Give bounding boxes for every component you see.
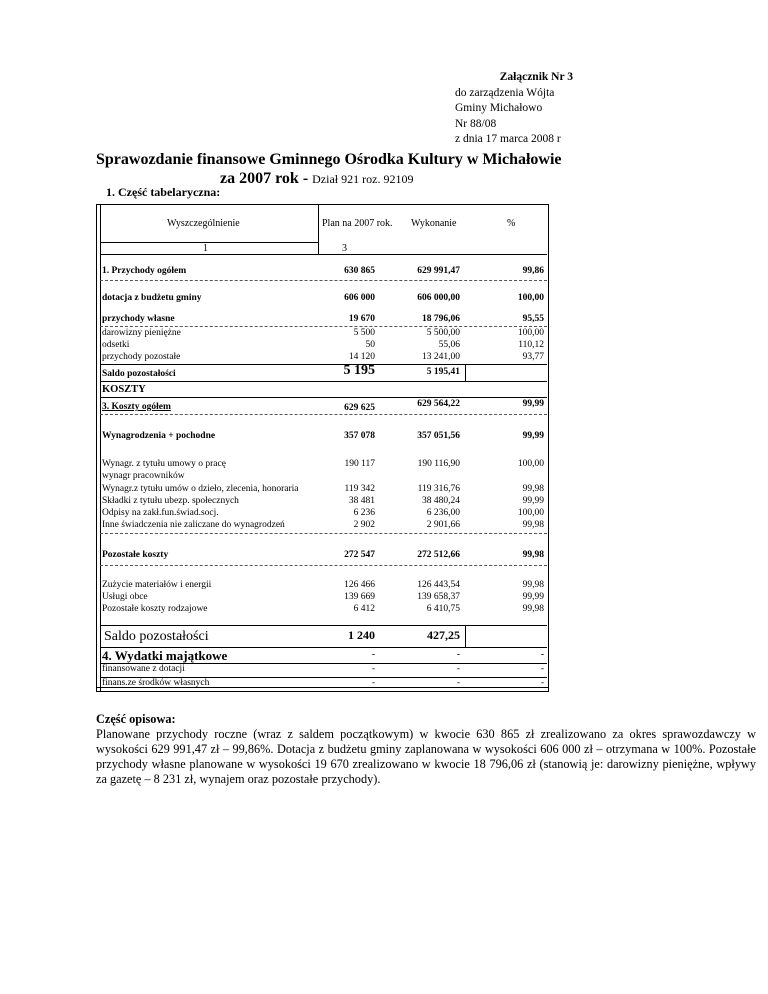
col-divider [465, 625, 466, 647]
header-plan: Plan na 2007 rok. [322, 218, 393, 229]
report-year: za 2007 rok - [220, 170, 309, 187]
row-capex-own-label: finans.ze środków własnych [102, 678, 210, 688]
row-social-label: Składki z tytułu ubezp. społecznych [102, 496, 239, 506]
row-balance2-label: Saldo pozostałości [104, 629, 209, 644]
row-separator [100, 397, 547, 398]
header-pct: % [507, 218, 516, 229]
row-other-ops-pct: 99,98 [522, 604, 544, 614]
row-capex-plan: - [371, 650, 375, 660]
row-other-income-plan: 14 120 [348, 352, 375, 362]
row-costs-total-exec: 629 564,22 [417, 399, 460, 409]
attachment-block [455, 70, 573, 148]
row-capex-grant-label: finansowane z dotacji [102, 664, 185, 674]
row-zfss-exec: 6 236,00 [426, 508, 460, 518]
row-other-costs-label: Pozostałe koszty [102, 550, 169, 560]
row-sal-emp-exec: 190 116,90 [417, 459, 460, 469]
row-balance1-plan: 5 195 [343, 363, 375, 378]
row-sal-contract-pct: 99,98 [522, 484, 544, 494]
row-balance2-exec: 427,25 [427, 628, 460, 642]
row-other-ops-plan: 6 412 [353, 604, 375, 614]
row-capex-pct: - [540, 650, 544, 660]
row-capex-label: 4. Wydatki majątkowe [102, 648, 228, 663]
attachment-title: Załącznik Nr 3 [499, 71, 573, 83]
row-other-ops-label: Pozostałe koszty rodzajowe [102, 604, 208, 614]
row-other-income-pct: 93,77 [522, 352, 544, 362]
row-salaries-exec: 357 051,56 [417, 431, 460, 441]
row-sal-emp-label2: wynagr pracowników [102, 471, 185, 481]
row-salaries-pct: 99,99 [522, 431, 544, 441]
row-other-costs-plan: 272 547 [344, 550, 375, 560]
row-own-income-label: przychody własne [102, 314, 175, 324]
header-col-divider [318, 204, 319, 254]
row-capex-own-pct: - [540, 678, 544, 688]
description-heading: Część opisowa: [96, 712, 176, 726]
row-donations-pct: 100,00 [517, 328, 544, 338]
header-bottom-line [100, 254, 547, 255]
section-table-heading: 1. Część tabelaryczna: [106, 185, 221, 199]
description-paragraph: Planowane przychody roczne (wraz z saldem początkowym) w kwocie 630 865 zł zrealizowano za okres sprawozdawczy w wysokości 629 991,47 zł – 99,86%. Dotacja z budżetu gminy zaplanowana w wysokości 606 000 zł – otrzymana w 100%. Pozostałe przychody własne planowane w wysokości 19 670 zrealizowano w kwocie 18 796,06 zł (stanowią je: darowizny pieniężne, wpływy za gazetę – 8 231 zł, wynajem oraz pozostałe przychody). [96, 727, 756, 786]
row-grant-pct: 100,00 [517, 293, 544, 303]
row-zfss-label: Odpisy na zakł.fun.świad.socj. [102, 508, 219, 518]
row-balance1-exec: 5 195,41 [426, 367, 460, 377]
row-services-pct: 99,99 [522, 592, 544, 602]
row-other-costs-pct: 99,98 [522, 550, 544, 560]
row-income-total-exec: 629 991,47 [417, 266, 460, 276]
report-title-line1: Sprawozdanie finansowe Gminnego Ośrodka Kultury w Michałowie [96, 151, 562, 168]
row-materials-pct: 99,98 [522, 580, 544, 590]
row-separator [100, 414, 547, 415]
row-materials-exec: 126 443,54 [417, 580, 460, 590]
row-own-income-plan: 19 670 [348, 314, 375, 324]
row-other-benefits-pct: 99,98 [522, 520, 544, 530]
row-services-exec: 139 658,37 [417, 592, 460, 602]
row-sal-emp-pct: 100,00 [517, 459, 544, 469]
row-separator [100, 326, 547, 327]
row-costs-total-plan: 629 625 [344, 403, 375, 413]
description-block [96, 712, 756, 787]
row-own-income-exec: 18 796,06 [422, 314, 460, 324]
row-donations-label: darowizny pieniężne [102, 328, 181, 338]
row-social-exec: 38 480,24 [422, 496, 460, 506]
row-separator [100, 280, 547, 281]
row-sal-contract-label: Wynagr.z tytułu umów o dzieło, zlecenia, honoraria [102, 484, 299, 494]
header-exec: Wykonanie [411, 218, 457, 229]
row-capex-own-exec: - [456, 678, 460, 688]
row-separator [100, 381, 547, 382]
row-own-income-pct: 95,55 [522, 314, 544, 324]
row-income-total-plan: 630 865 [344, 266, 375, 276]
row-balance2-plan: 1 240 [348, 628, 375, 642]
row-other-benefits-label: Inne świadczenia nie zaliczane do wynagrodzeń [102, 520, 285, 530]
row-capex-grant-exec: - [456, 664, 460, 674]
attachment-line: do zarządzenia Wójta [455, 86, 555, 99]
attachment-line: Nr 88/08 [455, 117, 497, 130]
row-grant-exec: 606 000,00 [417, 293, 460, 303]
row-other-benefits-exec: 2 901,66 [426, 520, 460, 530]
row-salaries-label: Wynagrodzenia + pochodne [102, 431, 216, 441]
costs-heading: KOSZTY [102, 384, 146, 395]
row-materials-plan: 126 466 [344, 580, 375, 590]
row-grant-plan: 606 000 [344, 293, 375, 303]
row-capex-own-plan: - [371, 678, 375, 688]
row-grant-label: dotacja z budżetu gminy [102, 293, 202, 303]
row-costs-total-pct: 99,99 [522, 399, 544, 409]
row-interest-label: odsetki [102, 340, 130, 350]
frame-inner-left [100, 205, 101, 691]
col-divider [465, 364, 466, 381]
row-materials-label: Zużycie materiałów i energii [102, 580, 212, 590]
row-services-plan: 139 669 [344, 592, 375, 602]
row-interest-plan: 50 [365, 340, 375, 350]
row-sal-emp-label1: Wynagr. z tytułu umowy o pracę [102, 459, 226, 469]
row-zfss-plan: 6 236 [353, 508, 375, 518]
row-sal-emp-plan: 190 117 [344, 459, 375, 469]
row-separator [100, 565, 547, 566]
row-capex-grant-plan: - [371, 664, 375, 674]
row-social-pct: 99,99 [522, 496, 544, 506]
row-zfss-pct: 100,00 [517, 508, 544, 518]
attachment-line: Gminy Michałowo [455, 102, 543, 114]
row-services-label: Usługi obce [102, 592, 148, 602]
row-donations-exec: 5 500,00 [426, 328, 460, 338]
row-separator [100, 625, 547, 626]
row-separator [100, 533, 547, 534]
row-other-income-exec: 13 241,00 [422, 352, 460, 362]
row-costs-total-label: 3. Koszty ogółem [102, 402, 171, 412]
row-donations-plan: 5 500 [353, 328, 375, 338]
header-num-1: 1 [203, 243, 208, 254]
row-social-plan: 38 481 [348, 496, 375, 506]
header-num-3: 3 [342, 243, 347, 254]
row-other-ops-exec: 6 410,75 [426, 604, 460, 614]
row-capex-grant-pct: - [540, 664, 544, 674]
header-divider [100, 242, 318, 243]
attachment-line: z dnia 17 marca 2008 r [455, 133, 561, 145]
row-other-benefits-plan: 2 902 [353, 520, 375, 530]
row-interest-exec: 55,06 [438, 340, 460, 350]
row-capex-exec: - [456, 650, 460, 660]
row-salaries-plan: 357 078 [344, 431, 375, 441]
row-sal-contract-exec: 119 316,76 [417, 484, 460, 494]
row-sal-contract-plan: 119 342 [344, 484, 375, 494]
header-desc: Wyszczególnienie [167, 218, 240, 229]
row-income-total-pct: 99,86 [522, 266, 544, 276]
row-other-income-label: przychody pozostałe [102, 352, 181, 362]
report-section-code: Dział 921 roz. 92109 [312, 172, 414, 186]
row-interest-pct: 110,12 [518, 340, 544, 350]
row-income-total-label: 1. Przychody ogółem [102, 266, 187, 276]
row-other-costs-exec: 272 512,66 [417, 550, 460, 560]
row-balance1-label: Saldo pozostałości [102, 369, 176, 379]
report-title [96, 150, 666, 189]
table-frame [96, 204, 549, 692]
